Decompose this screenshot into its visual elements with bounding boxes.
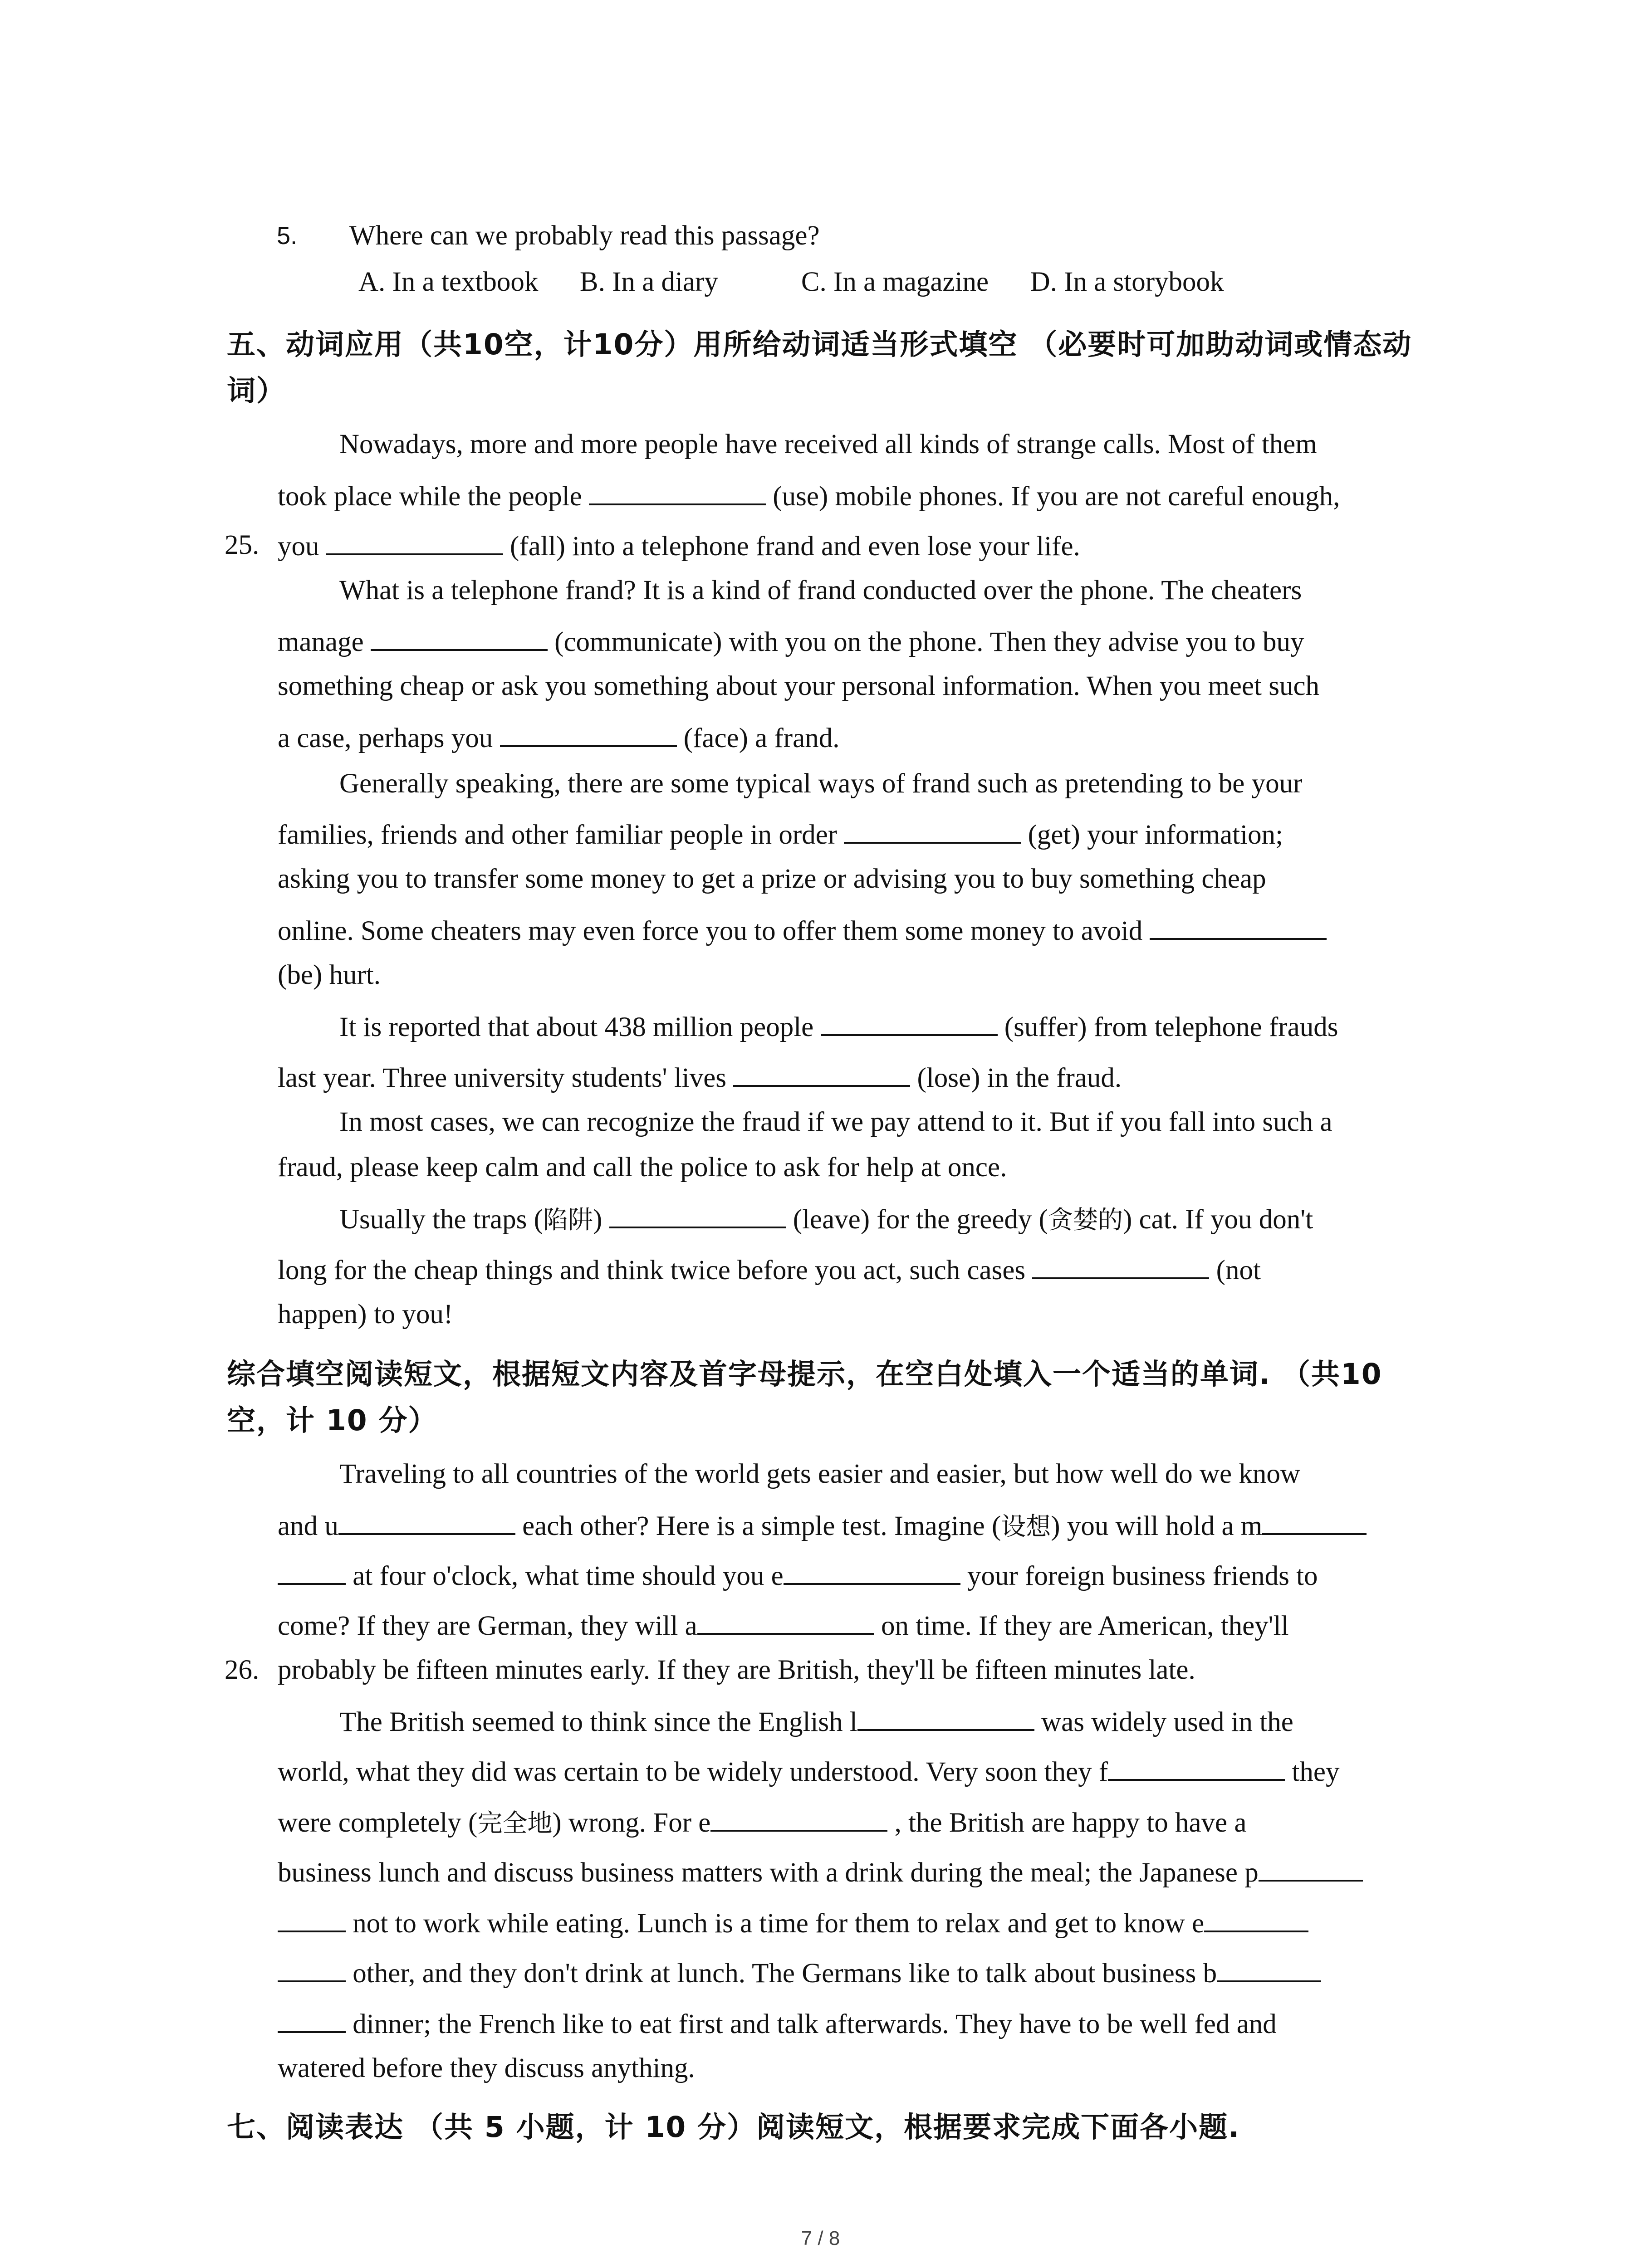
- section-6-text-line: and u each other? Here is a simple test. Imagine (设想) you will hold a m: [278, 1507, 1367, 1545]
- answer-blank[interactable]: [500, 719, 677, 747]
- section-5-text-line: fraud, please keep calm and call the police to ask for help at once.: [278, 1152, 1007, 1183]
- answer-blank[interactable]: [821, 1008, 998, 1036]
- section-5-text-line: happen) to you!: [278, 1299, 453, 1330]
- answer-blank[interactable]: [1259, 1853, 1363, 1882]
- section-5-text-line: Generally speaking, there are some typical ways of frand such as pretending to be your: [339, 768, 1303, 799]
- section-5-text-line: (be) hurt.: [278, 960, 381, 990]
- section-5-text-line: long for the cheap things and think twice before you act, such cases (not: [278, 1251, 1261, 1289]
- answer-blank[interactable]: [784, 1557, 960, 1585]
- question-5-stem: Where can we probably read this passage?: [349, 220, 820, 251]
- section-7-heading: 七、阅读表达 （共 5 小题，计 10 分）阅读短文，根据要求完成下面各小题.: [227, 2111, 1240, 2144]
- section-5-text-line: What is a telephone frand? It is a kind of frand conducted over the phone. The cheaters: [339, 575, 1302, 606]
- answer-blank[interactable]: [1204, 1904, 1308, 1932]
- question-25-number: 25.: [225, 530, 260, 560]
- section-6-text-line: other, and they don't drink at lunch. The Germans like to talk about business b: [278, 1954, 1321, 1992]
- answer-blank[interactable]: [1032, 1251, 1209, 1279]
- question-5-number: 5.: [277, 222, 298, 249]
- answer-blank[interactable]: [1262, 1507, 1367, 1535]
- question-26-number: 26.: [225, 1655, 260, 1685]
- section-6-text-line: probably be fifteen minutes early. If they are British, they'll be fifteen minutes late.: [278, 1655, 1195, 1685]
- section-6-text-line: business lunch and discuss business matters with a drink during the meal; the Japanese p: [278, 1853, 1363, 1891]
- section-5-text-line: something cheap or ask you something about your personal information. When you meet such: [278, 671, 1320, 701]
- answer-blank[interactable]: [326, 527, 503, 555]
- answer-blank[interactable]: [338, 1507, 515, 1535]
- page-number: 7 / 8: [801, 2227, 840, 2249]
- section-5-text-line: online. Some cheaters may even force you to offer them some money to avoid: [278, 912, 1327, 949]
- section-5-text-line: a case, perhaps you (face) a frand.: [278, 719, 839, 757]
- answer-blank[interactable]: [1217, 1954, 1321, 1982]
- answer-blank[interactable]: [733, 1059, 910, 1087]
- section-6-text-line: The British seemed to think since the English l was widely used in the: [339, 1703, 1293, 1740]
- answer-blank-continuation: [278, 1954, 346, 1982]
- answer-blank[interactable]: [857, 1703, 1034, 1731]
- section-5-heading-line-1: 五、动词应用（共10空，计10分）用所给动词适当形式填空 （必要时可加助动词或情态动: [227, 328, 1412, 361]
- answer-blank[interactable]: [371, 623, 548, 651]
- section-6-text-line: not to work while eating. Lunch is a time for them to relax and get to know e: [278, 1904, 1308, 1942]
- answer-blank-continuation: [278, 1557, 346, 1585]
- section-5-text-line: asking you to transfer some money to get a prize or advising you to buy something cheap: [278, 864, 1266, 894]
- answer-blank[interactable]: [1150, 912, 1327, 940]
- section-5-text-line: took place while the people (use) mobile phones. If you are not careful enough,: [278, 477, 1340, 515]
- answer-blank-continuation: [278, 2005, 346, 2033]
- answer-blank[interactable]: [609, 1200, 786, 1228]
- section-5-text-line: families, friends and other familiar people in order (get) your information;: [278, 816, 1283, 853]
- section-6-text-line: world, what they did was certain to be widely understood. Very soon they f they: [278, 1753, 1339, 1790]
- answer-blank[interactable]: [844, 816, 1021, 844]
- section-6-heading-line-1: 综合填空阅读短文，根据短文内容及首字母提示，在空白处填入一个适当的单词. （共10: [227, 1358, 1382, 1391]
- answer-blank[interactable]: [710, 1804, 887, 1832]
- section-5-text-line: Nowadays, more and more people have received all kinds of strange calls. Most of them: [339, 429, 1317, 459]
- section-5-heading-line-2: 词）: [227, 374, 286, 407]
- answer-blank[interactable]: [589, 477, 766, 505]
- section-6-text-line: watered before they discuss anything.: [278, 2053, 695, 2083]
- section-6-text-line: at four o'clock, what time should you e your foreign business friends to: [278, 1557, 1318, 1594]
- section-5-text-line: In most cases, we can recognize the fraud if we pay attend to it. But if you fall into such a: [339, 1107, 1332, 1137]
- section-5-text-line: you (fall) into a telephone frand and even lose your life.: [278, 527, 1080, 565]
- section-6-text-line: dinner; the French like to eat first and talk afterwards. They have to be well fed and: [278, 2005, 1277, 2043]
- section-6-text-line: come? If they are German, they will a on time. If they are American, they'll: [278, 1607, 1289, 1644]
- section-5-text-line: last year. Three university students' lives (lose) in the fraud.: [278, 1059, 1122, 1096]
- answer-blank-continuation: [278, 1904, 346, 1932]
- question-5-options: A. In a textbook B. In a diary C. In a magazine D. In a storybook: [358, 267, 1224, 297]
- answer-blank[interactable]: [697, 1607, 874, 1635]
- section-5-text-line: Usually the traps (陷阱) (leave) for the greedy (贪婪的) cat. If you don't: [339, 1200, 1313, 1238]
- section-6-text-line: were completely (完全地) wrong. For e , the British are happy to have a: [278, 1804, 1246, 1841]
- section-6-text-line: Traveling to all countries of the world gets easier and easier, but how well do we know: [339, 1459, 1300, 1489]
- section-5-text-line: It is reported that about 438 million people (suffer) from telephone frauds: [339, 1008, 1338, 1046]
- section-5-text-line: manage (communicate) with you on the phone. Then they advise you to buy: [278, 623, 1304, 660]
- answer-blank[interactable]: [1108, 1753, 1285, 1781]
- section-6-heading-line-2: 空，计 10 分）: [227, 1404, 438, 1437]
